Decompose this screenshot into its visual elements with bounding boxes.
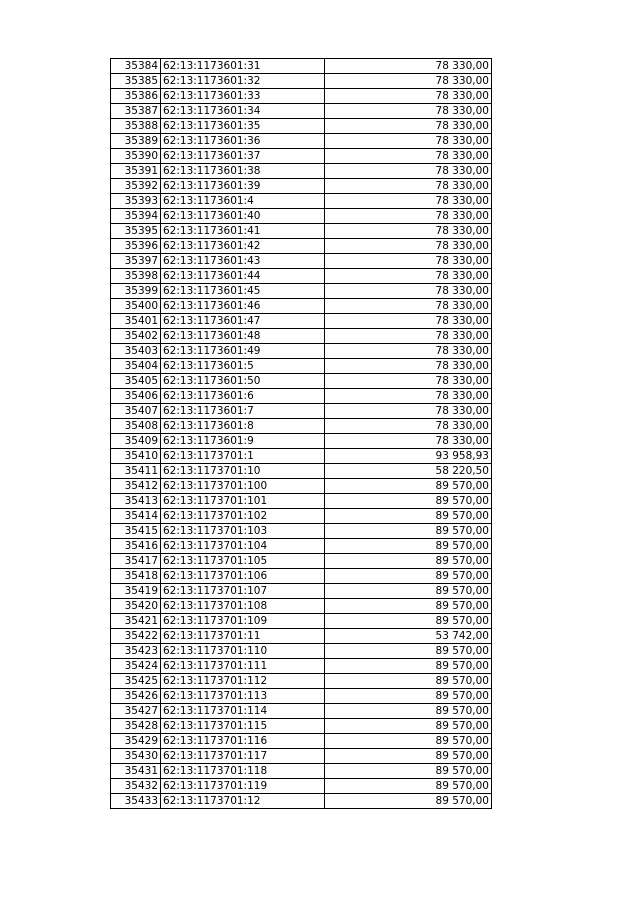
table-row: [111, 404, 492, 419]
table-row: [111, 794, 492, 809]
value-cell: 89 570,00: [325, 584, 492, 599]
cadastral-number-cell: 62:13:1173701:114: [161, 704, 325, 719]
table-row: [111, 524, 492, 539]
value-cell: 89 570,00: [325, 524, 492, 539]
cadastral-number-cell: 62:13:1173701:106: [161, 569, 325, 584]
table-row: [111, 329, 492, 344]
value-cell: 93 958,93: [325, 449, 492, 464]
table-row: [111, 689, 492, 704]
value-cell: 89 570,00: [325, 749, 492, 764]
cadastral-number-cell: 62:13:1173701:107: [161, 584, 325, 599]
table-row: [111, 749, 492, 764]
cadastral-number-cell: 62:13:1173701:100: [161, 479, 325, 494]
cadastral-number-cell: 62:13:1173701:102: [161, 509, 325, 524]
cadastral-number-cell: 62:13:1173601:42: [161, 239, 325, 254]
cadastral-number-cell: 62:13:1173601:34: [161, 104, 325, 119]
cadastral-number-cell: 62:13:1173701:112: [161, 674, 325, 689]
table-row: [111, 779, 492, 794]
table-row: [111, 284, 492, 299]
cadastral-number-cell: 62:13:1173601:33: [161, 89, 325, 104]
row-number-cell: 35406: [111, 389, 161, 404]
row-number-cell: 35399: [111, 284, 161, 299]
cadastral-number-cell: 62:13:1173601:31: [161, 59, 325, 74]
value-cell: 89 570,00: [325, 494, 492, 509]
table-row: [111, 584, 492, 599]
row-number-cell: 35426: [111, 689, 161, 704]
table-row: [111, 179, 492, 194]
row-number-cell: 35405: [111, 374, 161, 389]
value-cell: 78 330,00: [325, 434, 492, 449]
cadastral-number-cell: 62:13:1173601:48: [161, 329, 325, 344]
value-cell: 78 330,00: [325, 89, 492, 104]
cadastral-number-cell: 62:13:1173601:41: [161, 224, 325, 239]
value-cell: 78 330,00: [325, 284, 492, 299]
value-cell: 78 330,00: [325, 269, 492, 284]
cadastral-value-table: [110, 58, 492, 809]
cadastral-number-cell: 62:13:1173701:104: [161, 539, 325, 554]
cadastral-number-cell: 62:13:1173601:47: [161, 314, 325, 329]
cadastral-number-cell: 62:13:1173701:108: [161, 599, 325, 614]
value-cell: 78 330,00: [325, 389, 492, 404]
cadastral-number-cell: 62:13:1173701:116: [161, 734, 325, 749]
table-row: [111, 509, 492, 524]
value-cell: 89 570,00: [325, 479, 492, 494]
row-number-cell: 35423: [111, 644, 161, 659]
cadastral-number-cell: 62:13:1173601:35: [161, 119, 325, 134]
cadastral-number-cell: 62:13:1173601:37: [161, 149, 325, 164]
cadastral-number-cell: 62:13:1173601:43: [161, 254, 325, 269]
row-number-cell: 35390: [111, 149, 161, 164]
row-number-cell: 35410: [111, 449, 161, 464]
value-cell: 78 330,00: [325, 194, 492, 209]
value-cell: 89 570,00: [325, 764, 492, 779]
value-cell: 89 570,00: [325, 509, 492, 524]
row-number-cell: 35427: [111, 704, 161, 719]
value-cell: 89 570,00: [325, 614, 492, 629]
row-number-cell: 35402: [111, 329, 161, 344]
row-number-cell: 35429: [111, 734, 161, 749]
table-row: [111, 344, 492, 359]
table-row: [111, 659, 492, 674]
value-cell: 89 570,00: [325, 644, 492, 659]
row-number-cell: 35401: [111, 314, 161, 329]
row-number-cell: 35385: [111, 74, 161, 89]
table-row: [111, 254, 492, 269]
cadastral-number-cell: 62:13:1173701:113: [161, 689, 325, 704]
cadastral-number-cell: 62:13:1173601:4: [161, 194, 325, 209]
row-number-cell: 35404: [111, 359, 161, 374]
value-cell: 78 330,00: [325, 59, 492, 74]
cadastral-number-cell: 62:13:1173601:46: [161, 299, 325, 314]
table-row: [111, 734, 492, 749]
value-cell: 78 330,00: [325, 374, 492, 389]
table-row: [111, 359, 492, 374]
row-number-cell: 35419: [111, 584, 161, 599]
value-cell: 89 570,00: [325, 599, 492, 614]
table-row: [111, 389, 492, 404]
table-row: [111, 119, 492, 134]
table-row: [111, 89, 492, 104]
row-number-cell: 35407: [111, 404, 161, 419]
cadastral-number-cell: 62:13:1173701:10: [161, 464, 325, 479]
cadastral-number-cell: 62:13:1173701:12: [161, 794, 325, 809]
row-number-cell: 35391: [111, 164, 161, 179]
value-cell: 89 570,00: [325, 719, 492, 734]
row-number-cell: 35420: [111, 599, 161, 614]
row-number-cell: 35409: [111, 434, 161, 449]
value-cell: 78 330,00: [325, 224, 492, 239]
value-cell: 89 570,00: [325, 704, 492, 719]
row-number-cell: 35394: [111, 209, 161, 224]
cadastral-number-cell: 62:13:1173701:109: [161, 614, 325, 629]
table-row: [111, 104, 492, 119]
table-row: [111, 194, 492, 209]
table-row: [111, 554, 492, 569]
row-number-cell: 35396: [111, 239, 161, 254]
cadastral-number-cell: 62:13:1173601:49: [161, 344, 325, 359]
table-row: [111, 494, 492, 509]
cadastral-number-cell: 62:13:1173701:11: [161, 629, 325, 644]
cadastral-number-cell: 62:13:1173701:111: [161, 659, 325, 674]
table-row: [111, 644, 492, 659]
table-row: [111, 539, 492, 554]
row-number-cell: 35388: [111, 119, 161, 134]
cadastral-number-cell: 62:13:1173601:6: [161, 389, 325, 404]
table-row: [111, 134, 492, 149]
row-number-cell: 35398: [111, 269, 161, 284]
row-number-cell: 35433: [111, 794, 161, 809]
table-row: [111, 59, 492, 74]
row-number-cell: 35387: [111, 104, 161, 119]
table-row: [111, 74, 492, 89]
value-cell: 78 330,00: [325, 359, 492, 374]
cadastral-number-cell: 62:13:1173701:118: [161, 764, 325, 779]
value-cell: 78 330,00: [325, 149, 492, 164]
row-number-cell: 35395: [111, 224, 161, 239]
row-number-cell: 35393: [111, 194, 161, 209]
cadastral-number-cell: 62:13:1173601:5: [161, 359, 325, 374]
value-cell: 89 570,00: [325, 554, 492, 569]
row-number-cell: 35413: [111, 494, 161, 509]
table-row: [111, 614, 492, 629]
table-row: [111, 764, 492, 779]
table-row: [111, 704, 492, 719]
table-row: [111, 719, 492, 734]
row-number-cell: 35428: [111, 719, 161, 734]
value-cell: 78 330,00: [325, 164, 492, 179]
cadastral-number-cell: 62:13:1173701:105: [161, 554, 325, 569]
row-number-cell: 35400: [111, 299, 161, 314]
table-row: [111, 149, 492, 164]
value-cell: 78 330,00: [325, 239, 492, 254]
table-row: [111, 299, 492, 314]
row-number-cell: 35403: [111, 344, 161, 359]
table-row: [111, 314, 492, 329]
cadastral-number-cell: 62:13:1173601:38: [161, 164, 325, 179]
row-number-cell: 35424: [111, 659, 161, 674]
row-number-cell: 35432: [111, 779, 161, 794]
cadastral-number-cell: 62:13:1173701:110: [161, 644, 325, 659]
table-row: [111, 419, 492, 434]
cadastral-number-cell: 62:13:1173601:45: [161, 284, 325, 299]
row-number-cell: 35416: [111, 539, 161, 554]
value-cell: 78 330,00: [325, 344, 492, 359]
cadastral-number-cell: 62:13:1173601:36: [161, 134, 325, 149]
table-row: [111, 674, 492, 689]
cadastral-number-cell: 62:13:1173701:1: [161, 449, 325, 464]
row-number-cell: 35417: [111, 554, 161, 569]
row-number-cell: 35415: [111, 524, 161, 539]
value-cell: 78 330,00: [325, 74, 492, 89]
cadastral-number-cell: 62:13:1173601:8: [161, 419, 325, 434]
row-number-cell: 35412: [111, 479, 161, 494]
table-row: [111, 464, 492, 479]
row-number-cell: 35425: [111, 674, 161, 689]
value-cell: 89 570,00: [325, 779, 492, 794]
row-number-cell: 35408: [111, 419, 161, 434]
value-cell: 89 570,00: [325, 674, 492, 689]
table-body: [111, 59, 492, 809]
row-number-cell: 35384: [111, 59, 161, 74]
value-cell: 78 330,00: [325, 419, 492, 434]
table-row: [111, 269, 492, 284]
value-cell: 78 330,00: [325, 254, 492, 269]
row-number-cell: 35397: [111, 254, 161, 269]
cadastral-number-cell: 62:13:1173601:9: [161, 434, 325, 449]
row-number-cell: 35421: [111, 614, 161, 629]
cadastral-number-cell: 62:13:1173701:119: [161, 779, 325, 794]
table-row: [111, 434, 492, 449]
value-cell: 89 570,00: [325, 794, 492, 809]
value-cell: 53 742,00: [325, 629, 492, 644]
value-cell: 78 330,00: [325, 329, 492, 344]
row-number-cell: 35418: [111, 569, 161, 584]
value-cell: 78 330,00: [325, 314, 492, 329]
cadastral-number-cell: 62:13:1173601:50: [161, 374, 325, 389]
cadastral-number-cell: 62:13:1173701:117: [161, 749, 325, 764]
table-row: [111, 569, 492, 584]
cadastral-number-cell: 62:13:1173601:44: [161, 269, 325, 284]
cadastral-number-cell: 62:13:1173601:32: [161, 74, 325, 89]
row-number-cell: 35392: [111, 179, 161, 194]
value-cell: 78 330,00: [325, 299, 492, 314]
row-number-cell: 35431: [111, 764, 161, 779]
table-row: [111, 449, 492, 464]
value-cell: 78 330,00: [325, 209, 492, 224]
table-row: [111, 224, 492, 239]
value-cell: 78 330,00: [325, 119, 492, 134]
row-number-cell: 35411: [111, 464, 161, 479]
table-row: [111, 479, 492, 494]
value-cell: 89 570,00: [325, 659, 492, 674]
row-number-cell: 35386: [111, 89, 161, 104]
row-number-cell: 35422: [111, 629, 161, 644]
value-cell: 89 570,00: [325, 689, 492, 704]
value-cell: 78 330,00: [325, 104, 492, 119]
row-number-cell: 35414: [111, 509, 161, 524]
value-cell: 58 220,50: [325, 464, 492, 479]
row-number-cell: 35430: [111, 749, 161, 764]
cadastral-number-cell: 62:13:1173701:115: [161, 719, 325, 734]
table-row: [111, 629, 492, 644]
table-row: [111, 164, 492, 179]
table-row: [111, 239, 492, 254]
table-row: [111, 599, 492, 614]
table-row: [111, 374, 492, 389]
row-number-cell: 35389: [111, 134, 161, 149]
cadastral-number-cell: 62:13:1173601:39: [161, 179, 325, 194]
value-cell: 89 570,00: [325, 539, 492, 554]
value-cell: 78 330,00: [325, 179, 492, 194]
cadastral-number-cell: 62:13:1173601:7: [161, 404, 325, 419]
value-cell: 78 330,00: [325, 404, 492, 419]
value-cell: 89 570,00: [325, 734, 492, 749]
cadastral-number-cell: 62:13:1173701:103: [161, 524, 325, 539]
cadastral-number-cell: 62:13:1173701:101: [161, 494, 325, 509]
table-row: [111, 209, 492, 224]
value-cell: 78 330,00: [325, 134, 492, 149]
cadastral-number-cell: 62:13:1173601:40: [161, 209, 325, 224]
value-cell: 89 570,00: [325, 569, 492, 584]
